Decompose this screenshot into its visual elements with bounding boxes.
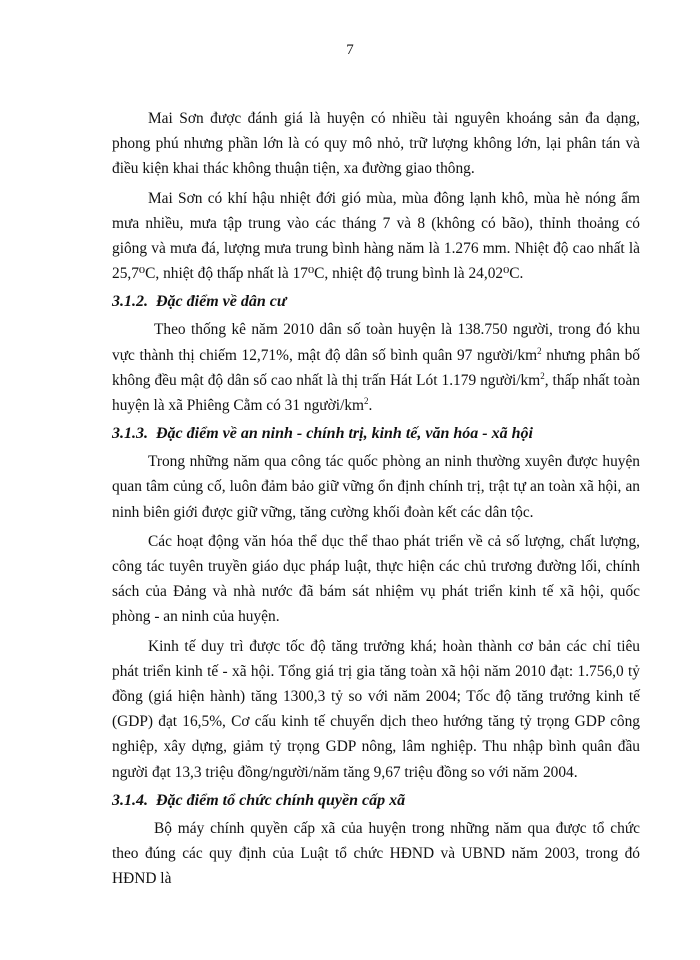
paragraph-population: Theo thống kê năm 2010 dân số toàn huyện là 138.750 người, trong đó khu vực thành thị chiếm 12,71%, mật độ dân số bình quân 97 người/$km^2$ nhưng phân bố không đều mật độ dân số cao nhất là thị trấn Hát Lót 1.179 người/$km^2$, thấp nhất toàn huyện là xã Phiêng Cằm có 31 người/$km^2$. bbox=[112, 321, 640, 415]
section-number: 3.1.4. bbox=[112, 791, 148, 809]
document-body bbox=[112, 106, 640, 891]
section-title: Đặc điểm về an ninh - chính trị, kinh tế, văn hóa - xã hội bbox=[156, 425, 533, 443]
paragraph-security: Trong những năm qua công tác quốc phòng an ninh thường xuyên được huyện quan tâm củng cố, luôn đảm bảo giữ vững ổn định chính trị, trật tự an toàn xã hội, an ninh biên giới được giữ vững, tăng cường khối đoàn kết các dân tộc. bbox=[112, 453, 640, 521]
section-title: Đặc điểm về dân cư bbox=[156, 293, 287, 311]
paragraph-mineral-resources: Mai Sơn được đánh giá là huyện có nhiều tài nguyên khoáng sản đa dạng, phong phú nhưng phần lớn là có quy mô nhỏ, trữ lượng không lớn, lại phân tán và điều kiện khai thác không thuận tiện, xa đường giao thông. bbox=[112, 110, 640, 178]
superscript: 2 bbox=[364, 396, 369, 407]
section-heading-commune-government bbox=[112, 788, 640, 813]
superscript: 2 bbox=[537, 345, 542, 356]
section-number: 3.1.2. bbox=[112, 293, 148, 311]
section-title: Đặc điểm tổ chức chính quyền cấp xã bbox=[156, 791, 406, 809]
paragraph-commune-government: Bộ máy chính quyền cấp xã của huyện trong những năm qua được tổ chức theo đúng các quy định của Luật tổ chức HĐND và UBND năm 2003, trong đó HĐND là bbox=[112, 819, 640, 888]
paragraph-economy: Kinh tế duy trì được tốc độ tăng trưởng khá; hoàn thành cơ bản các chỉ tiêu phát triển kinh tế - xã hội. Tổng giá trị gia tăng toàn xã hội năm 2010 đạt: 1.756,0 tỷ đồng (giá hiện hành) tăng 1300,3 tỷ so với năm 2004; Tốc độ tăng trưởng kinh tế (GDP) đạt 16,5%, Cơ cấu kinh tế chuyển dịch theo hướng tăng tỷ trọng GDP công nghiệp, xây dựng, giảm tỷ trọng GDP nông, lâm nghiệp. Thu nhập bình quân đầu người đạt 13,3 triệu đồng/người/năm tăng 9,67 triệu đồng so với năm 2004. bbox=[112, 637, 640, 781]
section-number: 3.1.3. bbox=[112, 425, 148, 443]
page-number: 7 bbox=[346, 42, 354, 58]
paragraph-climate: Mai Sơn có khí hậu nhiệt đới gió mùa, mùa đông lạnh khô, mùa hè nóng ẩm mưa nhiều, mưa tập trung vào các tháng 7 và 8 (không có bão), thỉnh thoảng có giông và mưa đá, lượng mưa trung bình hàng năm là 1.276 mm. Nhiệt độ cao nhất là 25,7⁰C, nhiệt độ thấp nhất là 17⁰C, nhiệt độ trung bình là 24,02⁰C. bbox=[112, 189, 640, 283]
superscript: 2 bbox=[540, 370, 545, 381]
paragraph-culture: Các hoạt động văn hóa thể dục thể thao phát triển về cả số lượng, chất lượng, công tác tuyên truyền giáo dục pháp luật, thực hiện các chủ trương đường lối, chính sách của Đảng và nhà nước đã bám sát nhiệm vụ phát triển kinh tế xã hội, quốc phòng - an ninh của huyện. bbox=[112, 532, 640, 626]
section-heading-security-economy-culture bbox=[112, 421, 640, 446]
section-heading-population bbox=[112, 289, 640, 314]
